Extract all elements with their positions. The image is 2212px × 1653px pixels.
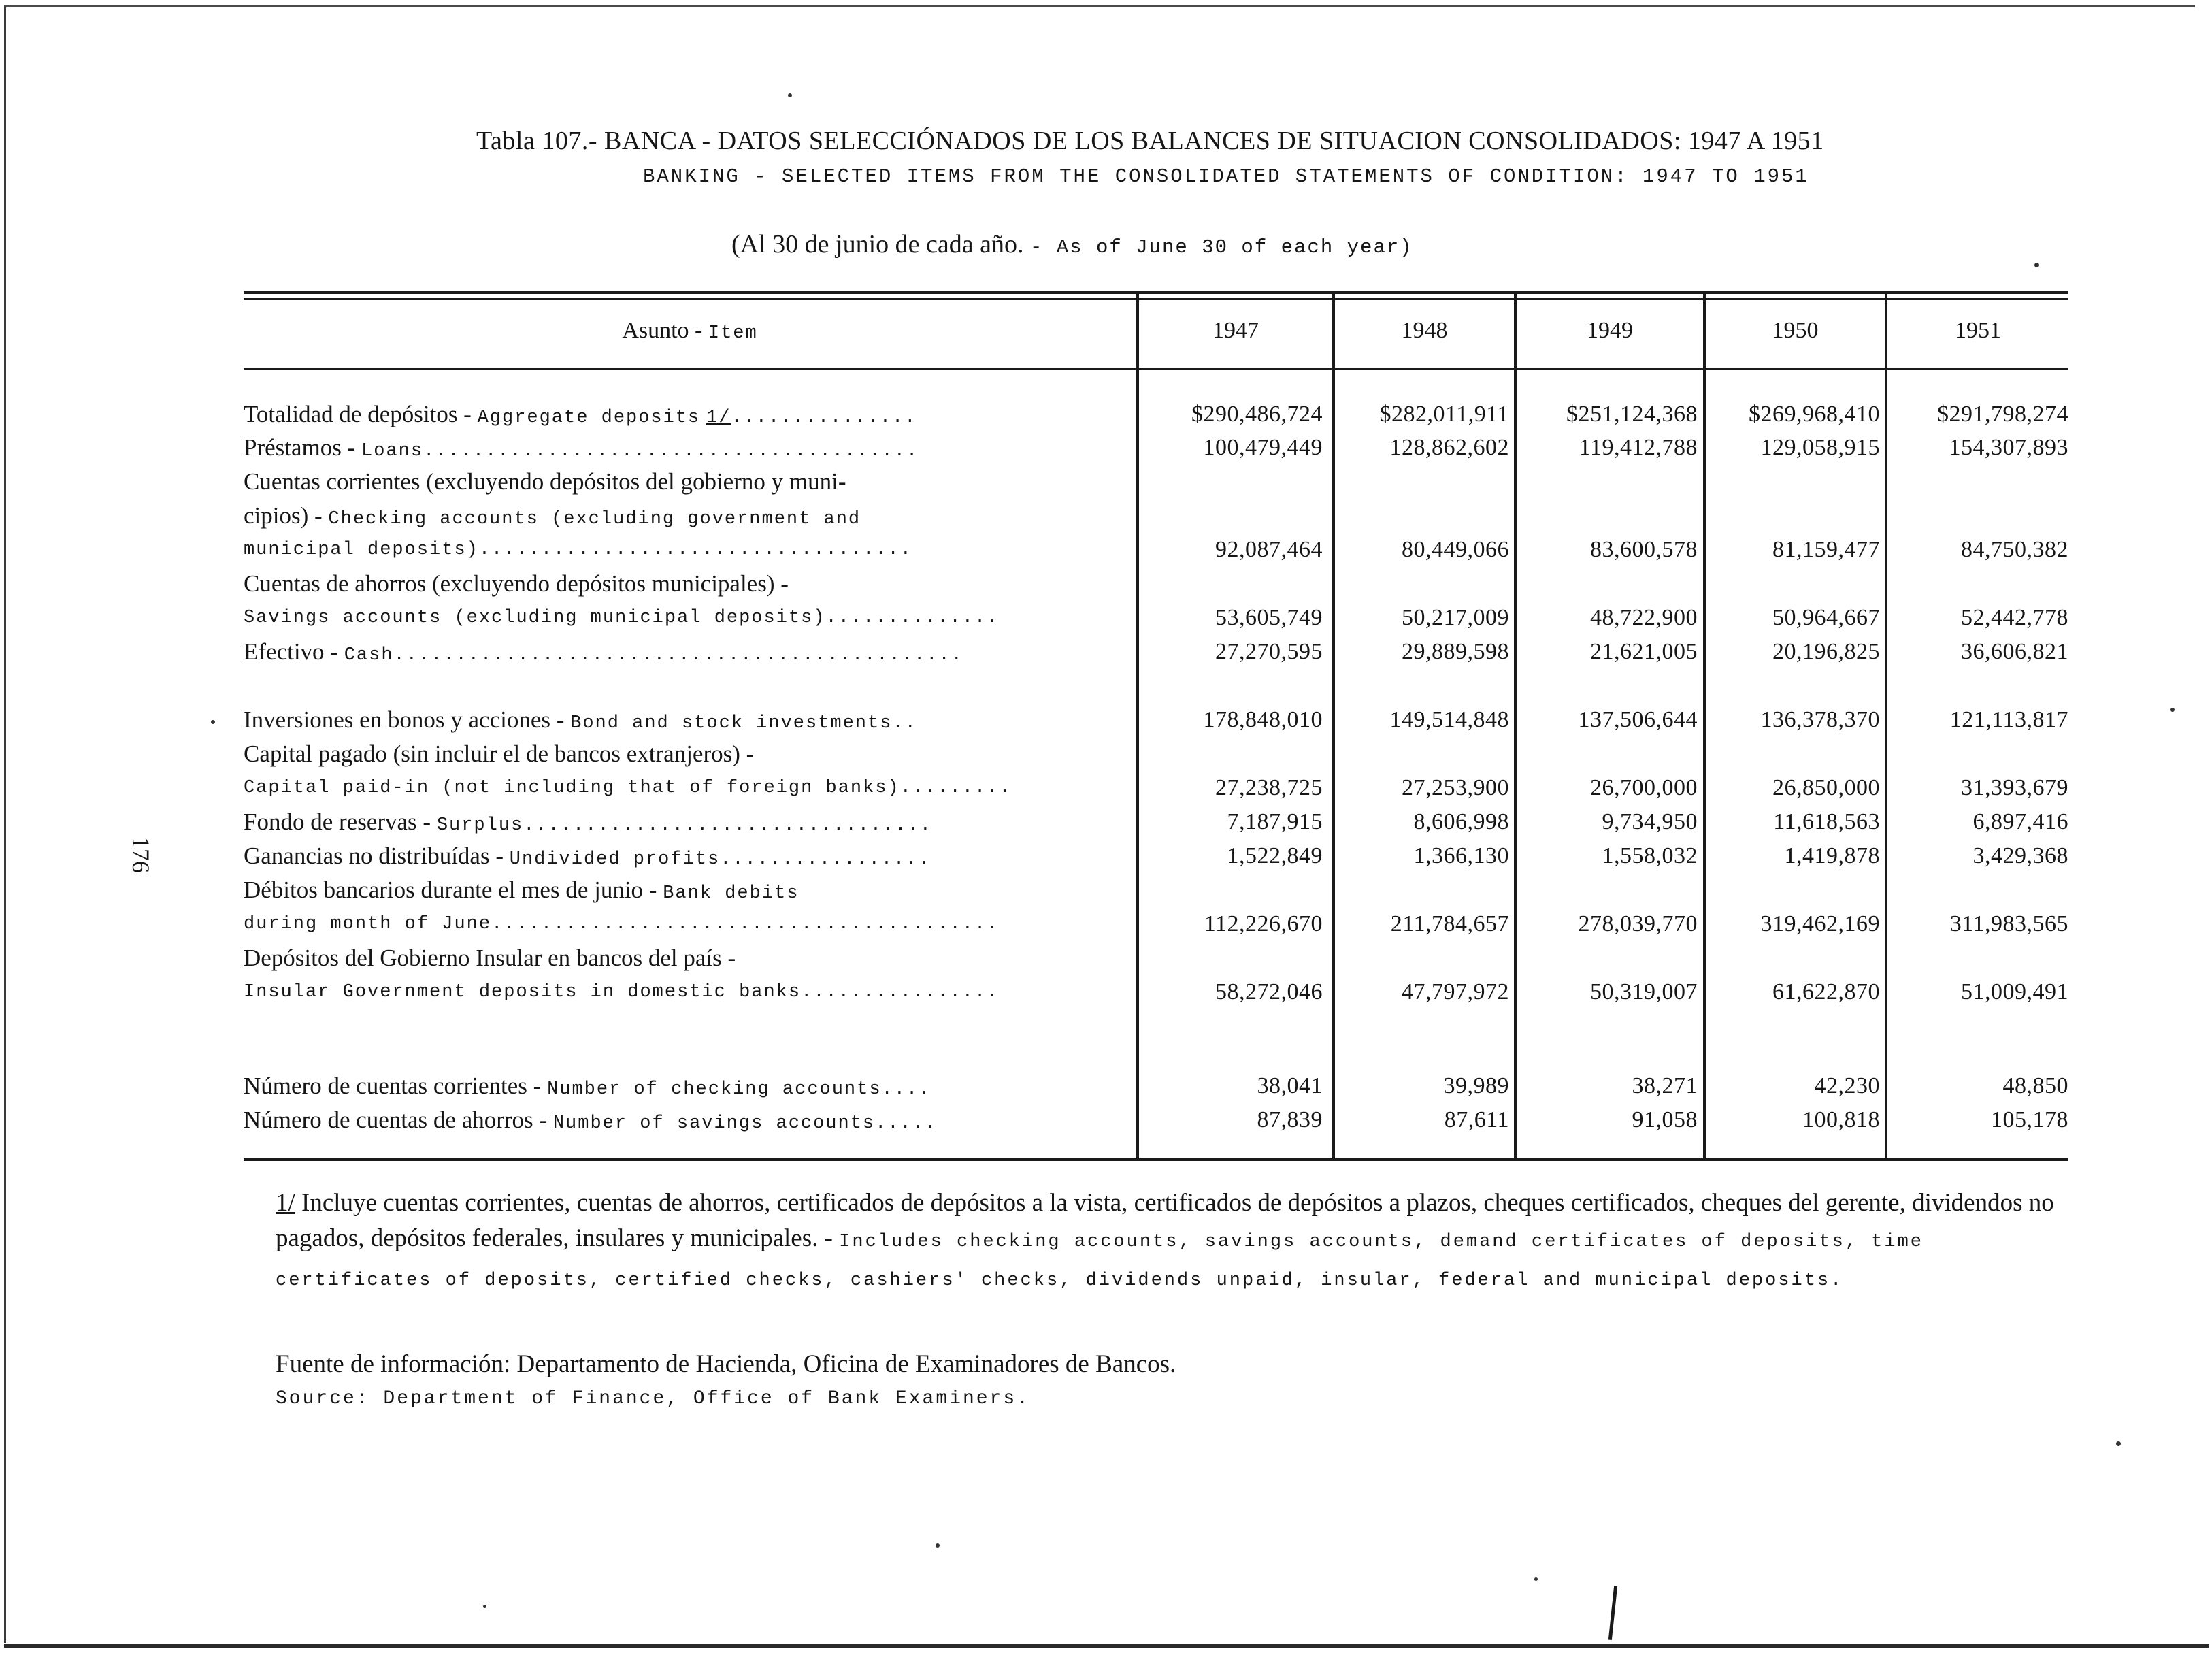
- table-cell: 21,621,005: [1590, 639, 1698, 664]
- scan-mark: [1608, 1586, 1617, 1640]
- label-en: Cash: [344, 645, 394, 666]
- footnote-marker: 1/: [276, 1189, 295, 1217]
- row-label-insular-gov-deposits-line1: Depósitos del Gobierno Insular en bancos del país -: [244, 945, 736, 971]
- table-cell: 26,850,000: [1772, 775, 1880, 800]
- source-spanish: Fuente de información: Departamento de Hacienda, Oficina de Examinadores de Bancos.: [276, 1350, 1176, 1378]
- table-cell: 91,058: [1632, 1107, 1698, 1132]
- table-cell: 178,848,010: [1203, 707, 1323, 732]
- table-cell: 136,378,370: [1760, 707, 1880, 732]
- header-item-en: Item: [708, 323, 758, 344]
- table-cell: 129,058,915: [1760, 435, 1880, 460]
- row-label-cash: [244, 637, 1128, 670]
- scan-edge-bottom: [4, 1644, 2209, 1648]
- table-cell: 11,618,563: [1773, 809, 1880, 834]
- table-cell: 47,797,972: [1402, 979, 1509, 1004]
- scan-speck: [936, 1543, 940, 1548]
- label-es: Débitos bancarios durante el mes de junio -: [244, 877, 657, 903]
- label-en: Loans: [361, 441, 424, 461]
- scan-speck: [2034, 263, 2039, 267]
- table-cell: 84,750,382: [1961, 537, 2068, 562]
- table-cell: 50,964,667: [1772, 605, 1880, 630]
- table-cell: 319,462,169: [1760, 911, 1880, 936]
- table-number: Tabla 107.-: [476, 127, 598, 155]
- label-en: municipal deposits): [244, 540, 479, 560]
- table-cell: 100,479,449: [1203, 435, 1323, 460]
- table-cell: 42,230: [1814, 1073, 1880, 1098]
- table-title-english: BANKING - SELECTED ITEMS FROM THE CONSOLIDATED STATEMENTS OF CONDITION: 1947 TO 1951: [643, 165, 1809, 188]
- scan-edge-left: [4, 7, 6, 1643]
- row-label-number-savings-accounts: [244, 1105, 1128, 1139]
- label-en: Capital paid-in (not including that of foreign banks): [244, 778, 900, 798]
- table-cell: 36,606,821: [1961, 639, 2068, 664]
- table-cell: 278,039,770: [1578, 911, 1698, 936]
- table-cell: 7,187,915: [1227, 809, 1323, 834]
- table-cell: 311,983,565: [1949, 911, 2068, 936]
- scan-speck: [483, 1605, 486, 1608]
- table-cell: 87,611: [1444, 1107, 1509, 1132]
- scan-speck: [788, 93, 792, 97]
- label-es: Totalidad de depósitos -: [244, 401, 472, 427]
- label-es: Ganancias no distribuídas -: [244, 842, 504, 869]
- scan-speck: [2116, 1441, 2121, 1446]
- row-label-capital-paid-in-line2: [244, 773, 1128, 803]
- dot-leader: ..............: [825, 608, 1000, 628]
- dot-leader: .................: [720, 849, 931, 870]
- header-year-1948: 1948: [1401, 318, 1448, 343]
- table-cell: 27,253,900: [1402, 775, 1509, 800]
- table-bottom-rule: [244, 1158, 2068, 1161]
- table-cell: 38,041: [1257, 1073, 1323, 1098]
- table-cell: 112,226,670: [1204, 911, 1323, 936]
- table-cell: 27,238,725: [1215, 775, 1323, 800]
- table-cell: 39,989: [1443, 1073, 1509, 1098]
- label-en: Bond and stock investments..: [570, 713, 917, 734]
- label-es: Fondo de reservas -: [244, 808, 431, 835]
- table-cell: 128,862,602: [1389, 435, 1509, 460]
- table-cell: $290,486,724: [1191, 402, 1323, 427]
- dot-leader: ................: [801, 982, 1000, 1002]
- header-year-1950: 1950: [1772, 318, 1819, 343]
- table-cell: 31,393,679: [1961, 775, 2068, 800]
- dot-leader: ..............................................: [393, 645, 963, 666]
- table-cell: 80,449,066: [1402, 537, 1509, 562]
- row-label-checking-accounts-line3: [244, 535, 1128, 565]
- dot-leader: .........................................: [491, 914, 1000, 934]
- header-item: [244, 318, 1136, 344]
- table-cell: 52,442,778: [1961, 605, 2068, 630]
- dot-leader: ...............: [731, 408, 917, 428]
- row-label-bond-stock-investments: [244, 705, 1128, 738]
- row-label-checking-accounts-line1: Cuentas corrientes (excluyendo depósitos del gobierno y muni-: [244, 468, 846, 495]
- table-cell: $251,124,368: [1566, 402, 1698, 427]
- table-cell: 1,419,878: [1784, 843, 1880, 868]
- table-cell: 1,366,130: [1413, 843, 1509, 868]
- footnote-ref: 1/: [706, 408, 731, 428]
- row-label-capital-paid-in-line1: Capital pagado (sin incluir el de bancos extranjeros) -: [244, 740, 755, 767]
- scan-speck: [211, 720, 215, 724]
- table-cell: $269,968,410: [1749, 402, 1880, 427]
- table-cell: 20,196,825: [1772, 639, 1880, 664]
- label-en: Insular Government deposits in domestic banks: [244, 982, 802, 1002]
- subtitle-es: (Al 30 de junio de cada año.: [731, 230, 1024, 259]
- table-title-spanish: [476, 126, 1824, 156]
- label-en: Savings accounts (excluding municipal deposits): [244, 608, 826, 628]
- header-year-1949: 1949: [1587, 318, 1633, 343]
- subtitle-en: - As of June 30 of each year): [1029, 236, 1413, 259]
- table-cell: 1,558,032: [1602, 843, 1698, 868]
- table-cell: 100,818: [1802, 1107, 1880, 1132]
- table-cell: 27,270,595: [1215, 639, 1323, 664]
- table-cell: 61,622,870: [1772, 979, 1880, 1004]
- table-cell: 211,784,657: [1390, 911, 1509, 936]
- header-item-es: Asunto -: [622, 318, 703, 343]
- table-subtitle: [731, 229, 1413, 259]
- label-en: Undivided profits: [509, 849, 721, 870]
- table-cell: 38,271: [1632, 1073, 1698, 1098]
- table-cell: 48,850: [2002, 1073, 2068, 1098]
- table-cell: 8,606,998: [1413, 809, 1509, 834]
- label-es: Préstamos -: [244, 434, 356, 461]
- table-cell: 26,700,000: [1590, 775, 1698, 800]
- table-cell: 3,429,368: [1972, 843, 2068, 868]
- table-cell: 105,178: [1991, 1107, 2068, 1132]
- row-label-checking-accounts-line2: [244, 501, 1128, 534]
- source-english: Source: Department of Finance, Office of Bank Examiners.: [276, 1388, 1030, 1409]
- row-label-number-checking-accounts: [244, 1071, 1128, 1104]
- dot-leader: .........: [899, 778, 1012, 798]
- dot-leader: ........................................: [423, 441, 919, 461]
- footnote-text-es: Incluye cuentas corrientes, cuentas de ahorros, certificados de depósitos a la vista, certificados de depósitos a plazos, cheques certificados, cheques del gerente, dividendos no pagados, depósitos federales, insulares y municipales. -: [276, 1189, 2054, 1252]
- table-cell: 87,839: [1257, 1107, 1323, 1132]
- header-year-1951: 1951: [1955, 318, 2001, 343]
- scan-edge-top: [4, 5, 2195, 7]
- table-cell: 48,722,900: [1590, 605, 1698, 630]
- label-es: Efectivo -: [244, 638, 338, 665]
- label-en: Number of checking accounts....: [547, 1079, 931, 1100]
- label-en: Number of savings accounts.....: [552, 1113, 938, 1134]
- table-cell: $291,798,274: [1937, 402, 2068, 427]
- label-en: during month of June: [244, 914, 492, 934]
- label-en: Aggregate deposits: [477, 408, 701, 428]
- row-label-savings-accounts-line2: [244, 603, 1128, 633]
- table-cell: 6,897,416: [1972, 809, 2068, 834]
- row-label-loans: [244, 433, 1128, 466]
- dot-leader: ...................................: [478, 540, 912, 560]
- table-cell: 53,605,749: [1215, 605, 1323, 630]
- row-label-surplus: [244, 807, 1128, 840]
- page-number: 176: [127, 836, 154, 873]
- table-cell: 58,272,046: [1215, 979, 1323, 1004]
- table-cell: 154,307,893: [1949, 435, 2068, 460]
- table-cell: 50,319,007: [1590, 979, 1698, 1004]
- table-cell: 29,889,598: [1402, 639, 1509, 664]
- scan-speck: [1534, 1577, 1538, 1581]
- footnote: [276, 1185, 2079, 1298]
- table-cell: 50,217,009: [1402, 605, 1509, 630]
- table-cell: 119,412,788: [1579, 435, 1698, 460]
- row-label-aggregate-deposits: [244, 399, 1128, 433]
- label-es: cipios) -: [244, 502, 323, 529]
- table-top-rule-2: [244, 298, 2068, 300]
- table-cell: 92,087,464: [1215, 537, 1323, 562]
- row-label-bank-debits-line2: [244, 909, 1128, 939]
- label-es: Inversiones en bonos y acciones -: [244, 706, 565, 733]
- label-es: Número de cuentas de ahorros -: [244, 1107, 548, 1133]
- scan-speck: [2170, 708, 2175, 712]
- table-cell: 83,600,578: [1590, 537, 1698, 562]
- table-cell: 9,734,950: [1602, 809, 1698, 834]
- table-cell: 81,159,477: [1772, 537, 1880, 562]
- dot-leader: .................................: [523, 815, 932, 836]
- label-es: Número de cuentas corrientes -: [244, 1073, 542, 1099]
- label-en: Checking accounts (excluding government and: [328, 509, 861, 529]
- label-en: Bank debits: [663, 883, 799, 904]
- label-en: Surplus: [436, 815, 524, 836]
- table-cell: 121,113,817: [1949, 707, 2068, 732]
- row-label-bank-debits-line1: [244, 875, 1128, 909]
- row-label-insular-gov-deposits-line2: [244, 977, 1128, 1007]
- table-cell: 149,514,848: [1389, 707, 1509, 732]
- title-es-text: BANCA - DATOS SELECCIÓNADOS DE LOS BALANCES DE SITUACION CONSOLIDADOS: 1947 A 1951: [604, 127, 1824, 155]
- table-top-rule: [244, 291, 2068, 294]
- header-bottom-rule: [244, 368, 2068, 370]
- table-cell: 1,522,849: [1227, 843, 1323, 868]
- row-label-undivided-profits: [244, 841, 1128, 874]
- table-cell: $282,011,911: [1379, 402, 1509, 427]
- row-label-savings-accounts-line1: Cuentas de ahorros (excluyendo depósitos municipales) -: [244, 570, 789, 597]
- footnote-text-en: Includes checking accounts, savings accounts, demand certificates of deposits, time certificates of deposits, certified checks, cashiers' checks, dividends unpaid, insular, federal and municipal deposits.: [276, 1232, 1924, 1291]
- table-cell: 137,506,644: [1578, 707, 1698, 732]
- table-cell: 51,009,491: [1961, 979, 2068, 1004]
- header-year-1947: 1947: [1212, 318, 1259, 343]
